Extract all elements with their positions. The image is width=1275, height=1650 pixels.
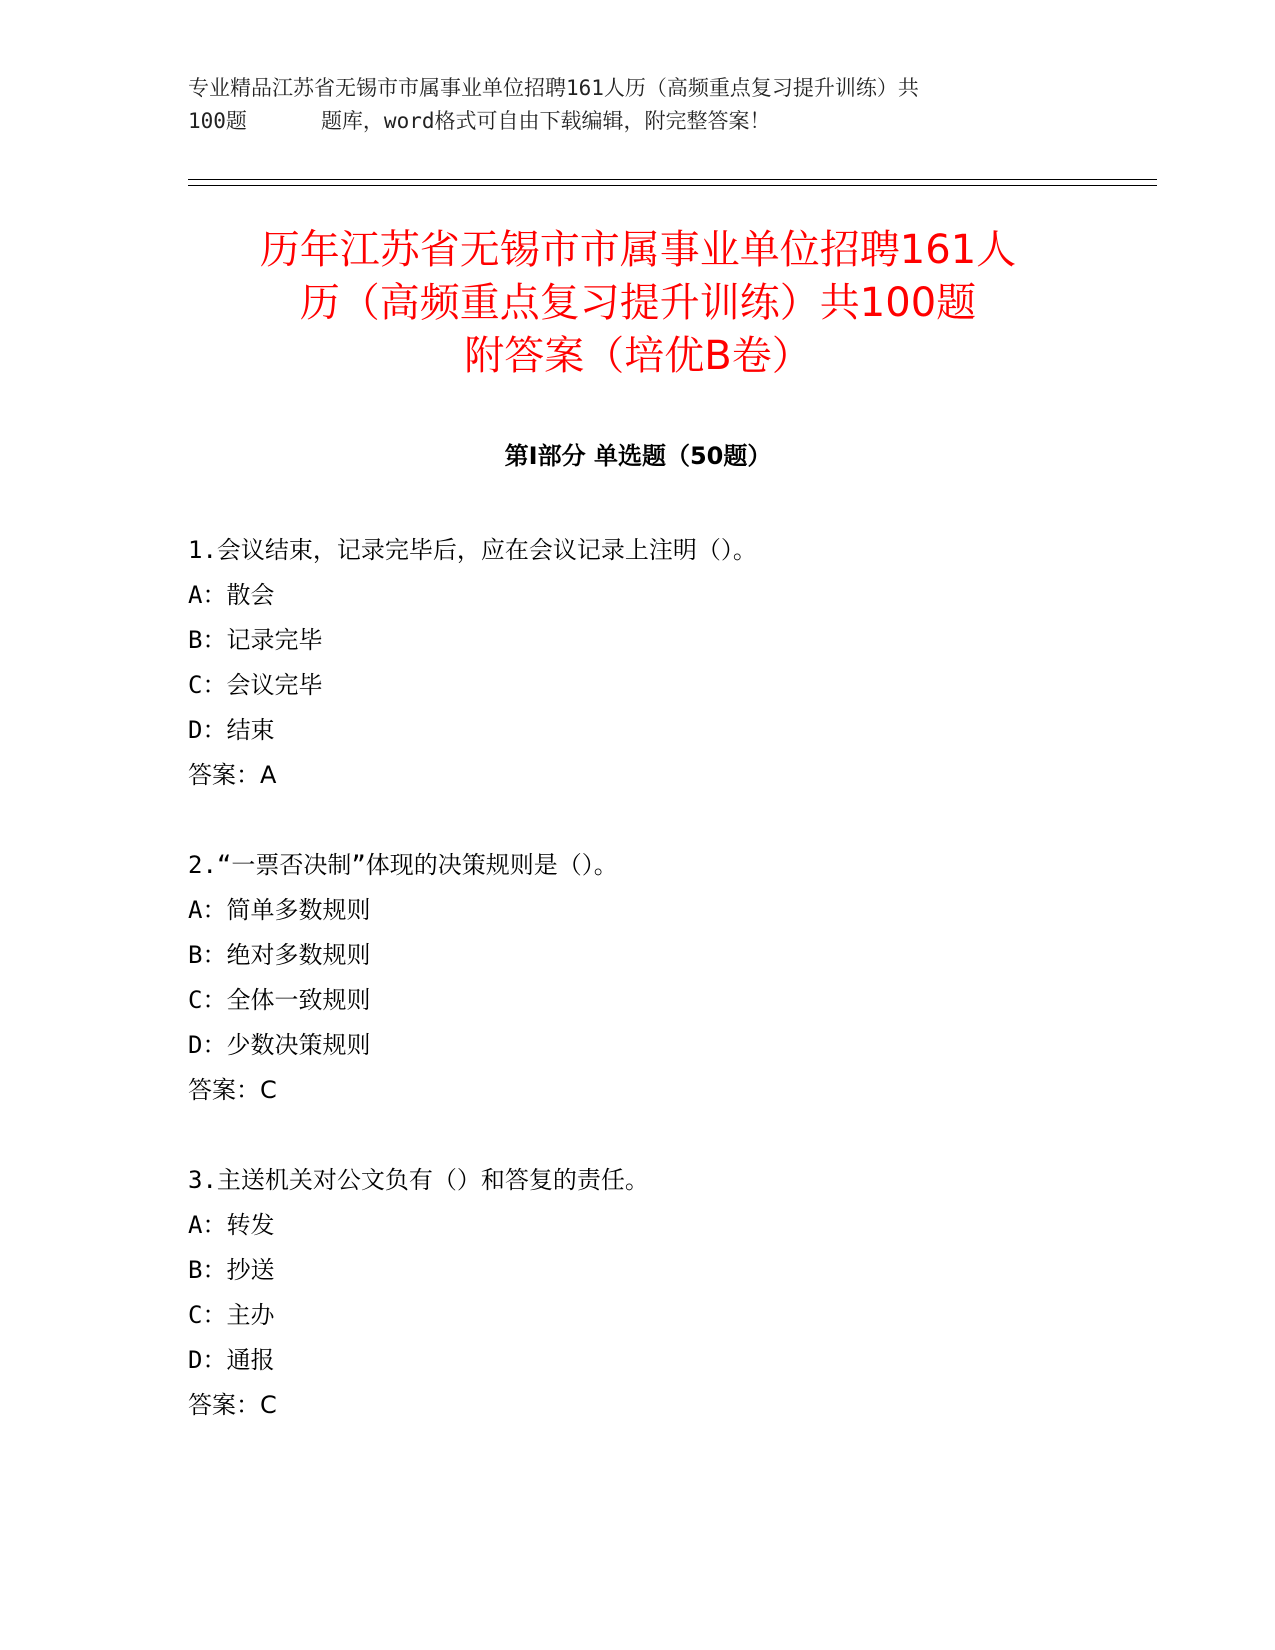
- option-a: A：简单多数规则: [188, 896, 371, 924]
- option-d: D：少数决策规则: [188, 1031, 371, 1059]
- question-stem: 3.主送机关对公文负有（）和答复的责任。: [188, 1166, 649, 1194]
- option-c: C：主办: [188, 1301, 275, 1329]
- option-c: C：全体一致规则: [188, 986, 371, 1014]
- header-note: [188, 72, 1088, 138]
- header-note-line-2: [188, 105, 1088, 138]
- option-d: D：通报: [188, 1346, 275, 1374]
- header-note-line-1: 专业精品江苏省无锡市市属事业单位招聘161人历（高频重点复习提升训练）共: [188, 76, 919, 100]
- question-stem: 1.会议结束，记录完毕后，应在会议记录上注明（）。: [188, 536, 757, 564]
- option-a: A：转发: [188, 1211, 275, 1239]
- option-b: B：记录完毕: [188, 626, 323, 654]
- option-a: A：散会: [188, 581, 275, 609]
- header-note-count: 100题: [188, 109, 247, 133]
- option-c: C：会议完毕: [188, 671, 323, 699]
- question-list: [188, 528, 1088, 1473]
- header-divider-top: [188, 179, 1157, 180]
- answer-line: 答案：A: [188, 761, 277, 789]
- option-b: B：抄送: [188, 1256, 275, 1284]
- title-line-2: 历（高频重点复习提升训练）共100题: [299, 280, 977, 326]
- header-note-description: 题库，word格式可自由下载编辑，附完整答案！: [320, 109, 771, 133]
- title-line-1: 历年江苏省无锡市市属事业单位招聘161人: [259, 227, 1017, 273]
- answer-line: 答案：C: [188, 1076, 277, 1104]
- question-item: [188, 843, 1088, 1113]
- title-line-3: 附答案（培优B卷）: [464, 333, 812, 379]
- question-item: [188, 1158, 1088, 1428]
- document-title: [188, 224, 1088, 383]
- option-d: D：结束: [188, 716, 275, 744]
- question-item: [188, 528, 1088, 798]
- question-stem: 2.“一票否决制”体现的决策规则是（）。: [188, 851, 618, 879]
- option-b: B：绝对多数规则: [188, 941, 371, 969]
- section-heading: 第Ⅰ部分 单选题（50题）: [504, 442, 772, 470]
- header-divider-bottom: [188, 185, 1157, 186]
- answer-line: 答案：C: [188, 1391, 277, 1419]
